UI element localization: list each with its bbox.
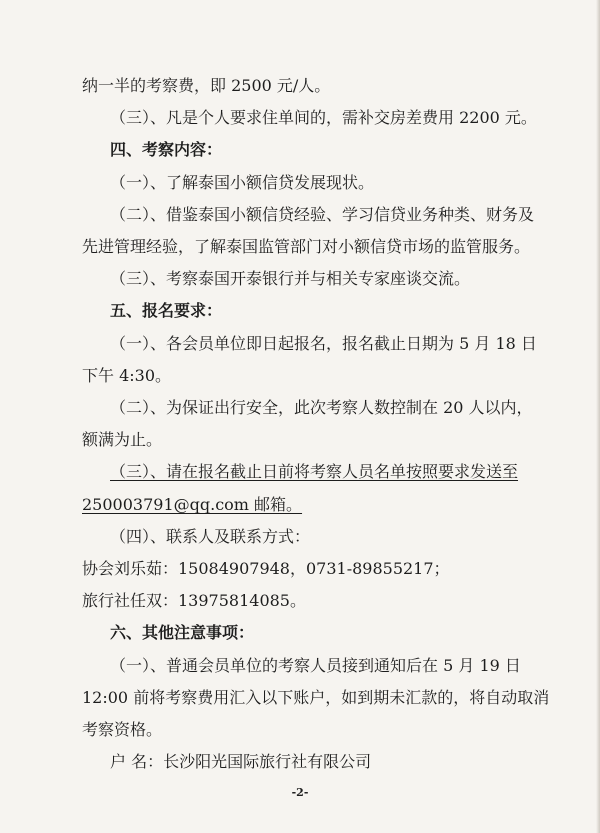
email-line: 250003791@qq.com 邮箱。	[82, 495, 303, 514]
section-heading: 五、报名要求：	[110, 301, 223, 320]
section-heading: 四、考察内容：	[110, 140, 223, 159]
text-line: （三）、凡是个人要求住单间的，需补交房差费用 2200 元。	[110, 108, 537, 127]
text-line: 考察资格。	[82, 720, 163, 739]
text-line: （一）、了解泰国小额信贷发展现状。	[110, 173, 375, 192]
text-line: 户 名：长沙阳光国际旅行社有限公司	[110, 752, 372, 771]
text-line: 纳一半的考察费，即 2500 元/人。	[82, 76, 331, 95]
text-line: 先进管理经验，了解泰国监管部门对小额信贷市场的监管服务。	[82, 237, 531, 256]
text-line: （一）、各会员单位即日起报名，报名截止日期为 5 月 18 日	[110, 334, 537, 353]
text-line: 额满为止。	[82, 430, 163, 449]
text-line: （一）、普通会员单位的考察人员接到通知后在 5 月 19 日	[110, 656, 521, 675]
text-line: 旅行社任双：13975814085。	[82, 591, 306, 610]
page-number: -2-	[291, 786, 309, 799]
text-line: 下午 4:30。	[82, 366, 172, 385]
text-line: （三）、考察泰国开泰银行并与相关专家座谈交流。	[110, 269, 471, 288]
text-line: 12:00 前将考察费用汇入以下账户，如到期未汇款的，将自动取消	[82, 688, 550, 707]
text-line: （二）、借鉴泰国小额信贷经验、学习信贷业务种类、财务及	[110, 205, 535, 224]
text-line: （三）、请在报名截止日前将考察人员名单按照要求发送至	[110, 462, 519, 481]
text-line: （四）、联系人及联系方式：	[110, 527, 311, 546]
text-line: 协会刘乐茹：15084907948，0731-89855217；	[82, 559, 450, 578]
section-heading: 六、其他注意事项：	[110, 623, 255, 642]
text-line: （二）、为保证出行安全，此次考察人数控制在 20 人以内，	[110, 398, 533, 417]
